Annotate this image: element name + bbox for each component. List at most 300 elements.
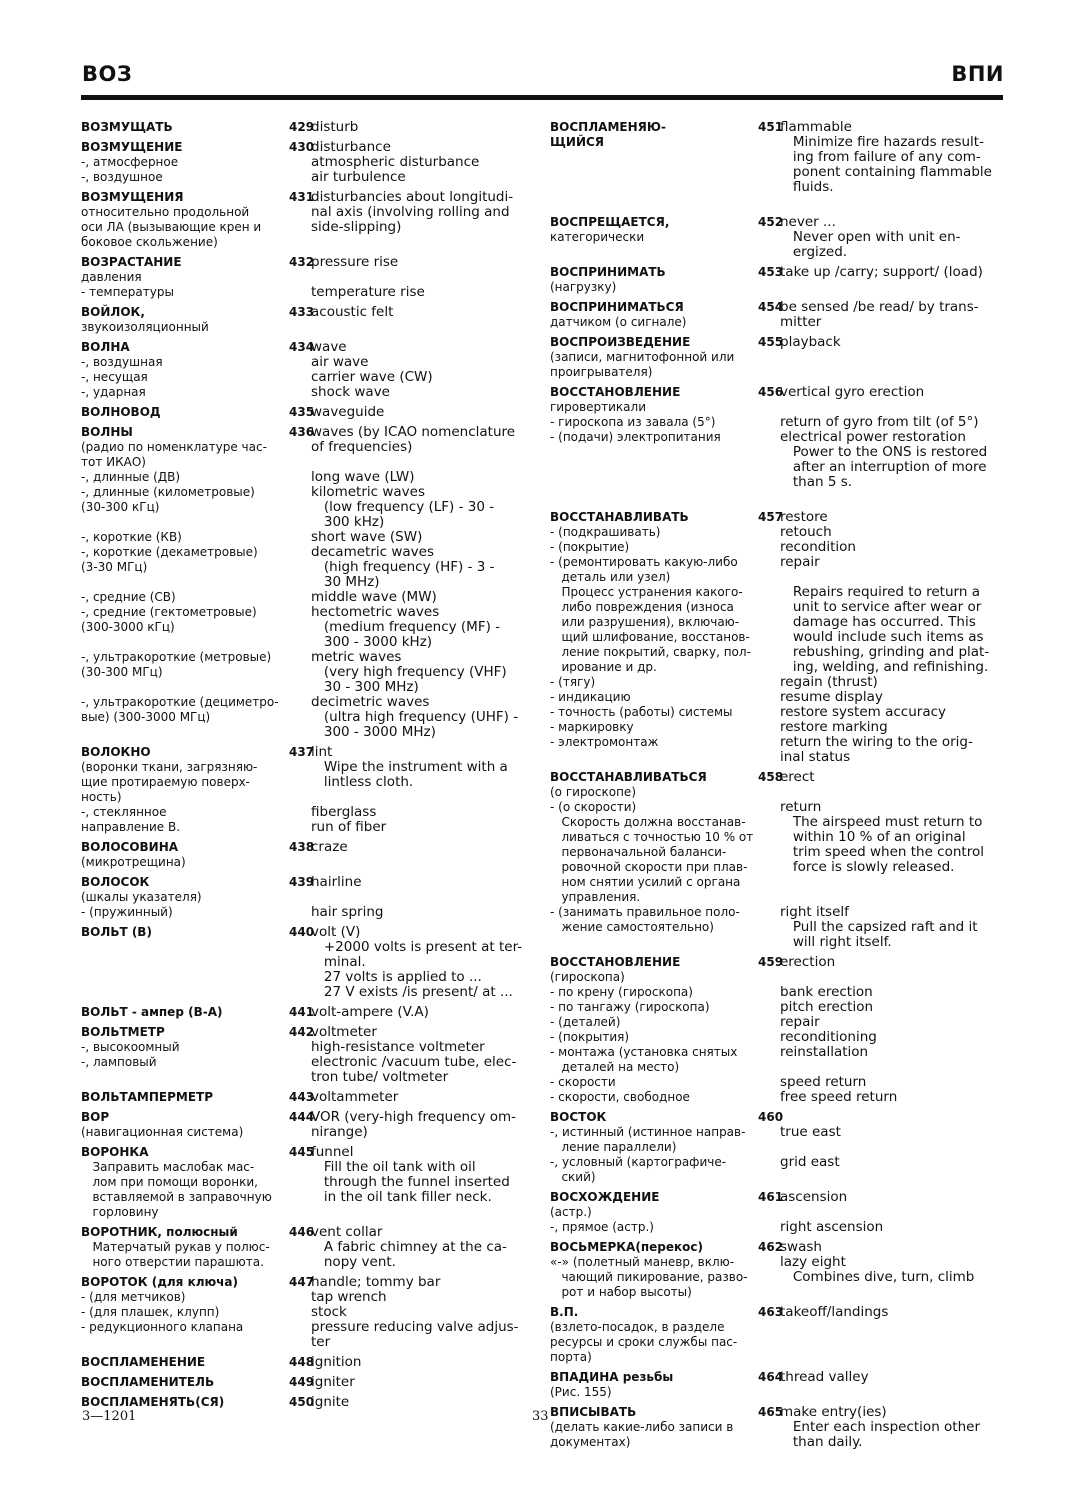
- entry-russian-line: (навигационная система): [81, 1125, 244, 1139]
- entry-english-line: (very high frequency (VHF): [311, 664, 507, 680]
- entry-russian: [550, 120, 784, 210]
- entry-russian-line: Заправить маслобак мас-: [81, 1160, 255, 1174]
- entry-russian: [81, 120, 315, 135]
- dictionary-entry: [550, 955, 1006, 1105]
- entry-russian-line: оси ЛА (вызывающие крен и: [81, 220, 262, 234]
- entry-english-line: Fill the oil tank with oil: [311, 1159, 476, 1175]
- dictionary-entry: [550, 1405, 1006, 1450]
- entry-english: [780, 1240, 1006, 1300]
- entry-headword-line: [81, 1145, 315, 1160]
- entry-russian-line: щие протираемую поверх-: [81, 775, 251, 789]
- dictionary-entry: [81, 840, 533, 870]
- entry-russian: [81, 405, 315, 420]
- dictionary-entry: [81, 255, 533, 300]
- entry-russian-line: [550, 150, 780, 165]
- entry-english-line: free speed return: [780, 1089, 898, 1105]
- dictionary-entry: [81, 305, 533, 335]
- entry-russian-line: (30-300 кГц): [81, 500, 160, 514]
- dictionary-entry: [81, 340, 533, 400]
- entry-russian-line: (астр.): [550, 1205, 592, 1219]
- entry-headword: ВОСПРОИЗВЕДЕНИЕ: [550, 335, 691, 349]
- entry-english: [311, 340, 533, 400]
- running-head-left: ВОЗ: [82, 62, 133, 86]
- entry-english-line: ergized.: [780, 244, 848, 260]
- entry-headword-line: [550, 385, 784, 400]
- entry-russian-line: - по тангажу (гироскопа): [550, 1000, 710, 1014]
- entry-russian: [81, 1090, 315, 1105]
- entry-russian-line: «-» (полетный маневр, вклю-: [550, 1255, 735, 1269]
- entry-english: [311, 1090, 533, 1105]
- right-column: [550, 120, 1006, 1455]
- entry-english-line: VOR (very-high frequency om-: [311, 1109, 517, 1125]
- entry-headword-line: [550, 1190, 784, 1205]
- entry-headword-line: [81, 1225, 315, 1240]
- entry-number: 456: [758, 385, 784, 399]
- entry-english-line: A fabric chimney at the ca-: [311, 1239, 507, 1255]
- entry-headword-line: [81, 1375, 315, 1390]
- entry-headword-line: [81, 1355, 315, 1370]
- entry-headword: ВОЗРАСТАНИЕ: [81, 255, 182, 269]
- entry-headword: ВОЛОСОВИНА: [81, 840, 179, 854]
- entry-russian-line: ресурсы и сроки службы пас-: [550, 1335, 738, 1349]
- entry-russian-line: датчиком (о сигнале): [550, 315, 687, 329]
- entry-english-line: after an interruption of more: [780, 459, 987, 475]
- entry-english-line: carrier wave (CW): [311, 369, 433, 385]
- dictionary-entry: [81, 1110, 533, 1140]
- dictionary-entry: [81, 1375, 533, 1390]
- entry-russian-line: [81, 680, 311, 695]
- entry-russian-line: -, средние (гектометровые): [81, 605, 257, 619]
- dictionary-entry: [81, 875, 533, 920]
- entry-english-line: high-resistance voltmeter: [311, 1039, 485, 1055]
- dictionary-entry: [550, 1240, 1006, 1300]
- entry-english-line: return the wiring to the orig-: [780, 734, 973, 750]
- entry-russian-line: [550, 445, 780, 460]
- entry-english: [311, 1225, 533, 1270]
- entry-russian-line: - (для метчиков): [81, 1290, 186, 1304]
- entry-english-line: electrical power restoration: [780, 429, 966, 445]
- entry-english-line: Wipe the instrument with a: [311, 759, 508, 775]
- entry-headword-line: [550, 510, 784, 525]
- entry-english-line: pitch erection: [780, 999, 874, 1015]
- entry-russian-line: - точность (работы) системы: [550, 705, 733, 719]
- entry-russian: [550, 300, 784, 330]
- entry-english-line: kilometric waves: [311, 484, 425, 500]
- entry-english-line: [780, 1060, 1006, 1075]
- entry-headword: ВОСПЛАМЕНЯТЬ(СЯ): [81, 1395, 225, 1409]
- entry-number: 432: [289, 255, 315, 269]
- entry-english-line: [780, 570, 1006, 585]
- entry-russian: [81, 1110, 315, 1140]
- dictionary-entry: [550, 510, 1006, 765]
- entry-russian: [550, 265, 784, 295]
- dictionary-entry: [81, 1005, 533, 1020]
- entry-number: 454: [758, 300, 784, 314]
- entry-headword: ВОЗМУЩЕНИЕ: [81, 140, 183, 154]
- entry-russian-line: ление покрытий, сварку, пол-: [550, 645, 751, 659]
- entry-english-line: restore: [780, 509, 828, 525]
- entry-russian: [81, 255, 315, 300]
- entry-headword: ВПАДИНА резьбы: [550, 1370, 674, 1384]
- entry-english-line: pressure rise: [311, 254, 399, 270]
- entry-english-line: 27 volts is applied to ...: [311, 969, 482, 985]
- entry-english-line: right itself: [780, 904, 849, 920]
- entry-english-line: Never open with unit en-: [780, 229, 961, 245]
- entry-russian-line: гировертикали: [550, 400, 646, 414]
- entry-english-line: repair: [780, 1014, 820, 1030]
- entry-russian-line: [81, 635, 311, 650]
- entry-russian-line: -, высокоомный: [81, 1040, 180, 1054]
- entry-russian-line: ном снятии усилий с органа: [550, 875, 741, 889]
- entry-english-line: disturb: [311, 119, 359, 135]
- entry-english-line: retouch: [780, 524, 832, 540]
- entry-number: 437: [289, 745, 315, 759]
- entry-english: [311, 840, 533, 870]
- entry-english-line: return of gyro from tilt (of 5°): [780, 414, 979, 430]
- entry-english-line: disturbance: [311, 139, 391, 155]
- entry-number: 434: [289, 340, 315, 354]
- entry-russian-line: (о гироскопе): [550, 785, 636, 799]
- entry-english: [311, 925, 533, 1000]
- entry-english-line: return: [780, 799, 822, 815]
- entry-number: 459: [758, 955, 784, 969]
- entry-english-line: recondition: [780, 539, 856, 555]
- entry-english-line: inal status: [780, 749, 851, 765]
- entry-english: [780, 955, 1006, 1105]
- entry-english: [780, 1305, 1006, 1365]
- entry-russian: [550, 1405, 784, 1450]
- entry-headword: ВОЛНОВОД: [81, 405, 161, 419]
- entry-russian-line: вставляемой в заправочную: [81, 1190, 272, 1204]
- entry-headword-line: [81, 840, 315, 855]
- entry-russian-line: Матерчатый рукав у полюс-: [81, 1240, 270, 1254]
- entry-russian-line: первоначальной баланси-: [550, 845, 727, 859]
- dictionary-entry: [81, 425, 533, 740]
- entry-headword: ВОСПЛАМЕНЯЮ- ЩИЙСЯ: [550, 120, 666, 149]
- entry-russian-line: (3-30 МГц): [81, 560, 148, 574]
- entry-english-line: bank erection: [780, 984, 873, 1000]
- entry-english: [780, 770, 1006, 950]
- entry-headword-line: [81, 120, 315, 135]
- entry-english-line: (medium frequency (MF) -: [311, 619, 501, 635]
- entry-number: 451: [758, 120, 784, 134]
- entry-russian: [81, 1025, 315, 1085]
- entry-english-line: side-slipping): [311, 219, 402, 235]
- entry-headword: ВОСПЛАМЕНЕНИЕ: [81, 1355, 206, 1369]
- entry-headword-line: [550, 1240, 784, 1255]
- entry-english-line: Power to the ONS is restored: [780, 444, 988, 460]
- entry-headword-line: [81, 1005, 315, 1020]
- entry-russian-line: (300-3000 кГц): [81, 620, 175, 634]
- entry-english-line: decimetric waves: [311, 694, 430, 710]
- entry-russian-line: ский): [550, 1170, 596, 1184]
- entry-english-line: be sensed /be read/ by trans-: [780, 299, 979, 315]
- entry-headword: ВОЛЬТАМПЕРМЕТР: [81, 1090, 214, 1104]
- entry-headword-line: [550, 1305, 784, 1320]
- entry-russian-line: -, несущая: [81, 370, 148, 384]
- entry-number: 440: [289, 925, 315, 939]
- entry-russian-line: ление параллели): [550, 1140, 677, 1154]
- entry-english-line: wave: [311, 339, 347, 355]
- entry-russian: [550, 385, 784, 505]
- entry-english-line: Pull the capsized raft and it: [780, 919, 978, 935]
- entry-english-line: repair: [780, 554, 820, 570]
- entry-russian-line: рот и набор высоты): [550, 1285, 692, 1299]
- entry-english: [311, 1395, 533, 1410]
- entry-english: [311, 1110, 533, 1140]
- entry-english-line: acoustic felt: [311, 304, 394, 320]
- entry-headword: ВОССТАНОВЛЕНИЕ: [550, 955, 681, 969]
- entry-number: 458: [758, 770, 784, 784]
- entry-english-line: trim speed when the control: [780, 844, 984, 860]
- entry-russian-line: -, длинные (километровые): [81, 485, 255, 499]
- entry-number: 462: [758, 1240, 784, 1254]
- entry-english-line: handle; tommy bar: [311, 1274, 441, 1290]
- entry-russian-line: (микротрещина): [81, 855, 186, 869]
- entry-english-line: restore system accuracy: [780, 704, 947, 720]
- entry-russian-line: или разрушения), включаю-: [550, 615, 740, 629]
- entry-russian-line: - (подачи) электропитания: [550, 430, 721, 444]
- entry-number: 435: [289, 405, 315, 419]
- entry-english-line: [780, 875, 1006, 890]
- entry-english-line: air wave: [311, 354, 369, 370]
- entry-number: 439: [289, 875, 315, 889]
- entry-english: [311, 875, 533, 920]
- entry-russian: [81, 1145, 315, 1220]
- entry-english: [311, 405, 533, 420]
- entry-russian: [550, 1190, 784, 1235]
- entry-headword-line: [81, 425, 315, 440]
- entry-headword: ВОСПЛАМЕНИТЕЛЬ: [81, 1375, 215, 1389]
- entry-russian-line: - температуры: [81, 285, 174, 299]
- entry-headword-line: [81, 745, 315, 760]
- entry-english-line: nal axis (involving rolling and: [311, 204, 510, 220]
- entry-russian: [550, 1110, 784, 1185]
- entry-russian-line: [81, 515, 311, 530]
- entry-russian-line: -, атмосферное: [81, 155, 179, 169]
- entry-russian-line: лом при помощи воронки,: [81, 1175, 258, 1189]
- entry-english-line: ponent containing flammable: [780, 164, 992, 180]
- entry-number: 429: [289, 120, 315, 134]
- dictionary-entry: [550, 1305, 1006, 1365]
- entry-english: [780, 510, 1006, 765]
- entry-english-line: lazy eight: [780, 1254, 846, 1270]
- entry-english-line: through the funnel inserted: [311, 1174, 510, 1190]
- entry-english-line: electronic /vacuum tube, elec-: [311, 1054, 517, 1070]
- entry-russian-line: - (покрытия): [550, 1030, 630, 1044]
- entry-headword: ВОСХОЖДЕНИЕ: [550, 1190, 660, 1204]
- entry-russian-line: - редукционного клапана: [81, 1320, 244, 1334]
- entry-headword-line: [81, 190, 315, 205]
- entry-russian-line: - (деталей): [550, 1015, 621, 1029]
- entry-english: [780, 1110, 1006, 1185]
- entry-english-line: voltmeter: [311, 1024, 377, 1040]
- dictionary-entry: [550, 335, 1006, 380]
- entry-english-line: of frequencies): [311, 439, 413, 455]
- entry-headword-line: [81, 1110, 315, 1125]
- entry-russian-line: щий шлифование, восстанов-: [550, 630, 750, 644]
- dictionary-entry: [550, 770, 1006, 950]
- entry-russian-line: тот ИКАО): [81, 455, 146, 469]
- entry-english-line: disturbancies about longitudi-: [311, 189, 514, 205]
- entry-english-line: [311, 790, 533, 805]
- entry-russian-line: -, условный (картографиче-: [550, 1155, 727, 1169]
- entry-english-line: shock wave: [311, 384, 390, 400]
- dictionary-entry: [550, 300, 1006, 330]
- entry-english-line: nopy vent.: [311, 1254, 396, 1270]
- entry-english-line: force is slowly released.: [780, 859, 955, 875]
- entry-english: [311, 305, 533, 335]
- entry-russian-line: -, воздушная: [81, 355, 163, 369]
- entry-headword-line: [550, 120, 784, 150]
- entry-russian-line: - электромонтаж: [550, 735, 659, 749]
- entry-english-line: [780, 890, 1006, 905]
- entry-english: [311, 1275, 533, 1350]
- entry-russian: [81, 340, 315, 400]
- entry-number: 430: [289, 140, 315, 154]
- entry-number: 443: [289, 1090, 315, 1104]
- left-column: [81, 120, 533, 1415]
- entry-headword: ВОЛЬТМЕТР: [81, 1025, 165, 1039]
- entry-number: 446: [289, 1225, 315, 1239]
- entry-number: 465: [758, 1405, 784, 1419]
- footer-signature: 3—1201: [82, 1409, 137, 1424]
- dictionary-entry: [81, 1090, 533, 1105]
- entry-russian: [81, 1395, 315, 1410]
- entry-russian-line: [550, 165, 780, 180]
- entry-english-line: than 5 s.: [780, 474, 853, 490]
- entry-english-line: grid east: [780, 1154, 840, 1170]
- dictionary-entry: [81, 925, 533, 1000]
- entry-russian: [550, 955, 784, 1105]
- entry-english-line: flammable: [780, 119, 852, 135]
- entry-english-line: hectometric waves: [311, 604, 440, 620]
- entry-english-line: ignition: [311, 1354, 362, 1370]
- entry-headword: ВОЛОСОК: [81, 875, 150, 889]
- entry-english-line: hairline: [311, 874, 362, 890]
- entry-english-line: reinstallation: [780, 1044, 869, 1060]
- entry-russian-line: чающий пикирование, разво-: [550, 1270, 748, 1284]
- entry-english-line: long wave (LW): [311, 469, 415, 485]
- entry-russian-line: - индикацию: [550, 690, 631, 704]
- entry-number: 452: [758, 215, 784, 229]
- entry-english-line: The airspeed must return to: [780, 814, 983, 830]
- entry-english: [780, 120, 1006, 210]
- entry-english-line: [780, 1140, 1006, 1155]
- entry-number: 463: [758, 1305, 784, 1319]
- entry-russian-line: порта): [550, 1350, 592, 1364]
- entry-english-line: [311, 455, 533, 470]
- dictionary-entry: [81, 1275, 533, 1350]
- entry-headword-line: [81, 405, 315, 420]
- entry-english: [311, 1145, 533, 1220]
- entry-russian-line: (взлето-посадок, в разделе: [550, 1320, 725, 1334]
- entry-english: [311, 120, 533, 135]
- entry-russian-line: [550, 195, 780, 210]
- entry-number: 438: [289, 840, 315, 854]
- entry-english: [311, 190, 533, 250]
- entry-russian: [550, 1370, 784, 1400]
- entry-english-line: in the oil tank filler neck.: [311, 1189, 492, 1205]
- entry-english-line: (ultra high frequency (UHF) -: [311, 709, 519, 725]
- entry-headword: ВОЛОКНО: [81, 745, 151, 759]
- entry-number: 464: [758, 1370, 784, 1384]
- entry-english-line: [780, 970, 1006, 985]
- entry-headword: ВОССТАНОВЛЕНИЕ: [550, 385, 681, 399]
- entry-english: [780, 1370, 1006, 1400]
- entry-russian-line: документах): [550, 1435, 631, 1449]
- entry-russian: [550, 1240, 784, 1300]
- entry-headword-line: [81, 925, 315, 940]
- entry-english-line: nirange): [311, 1124, 368, 1140]
- entry-russian: [81, 1355, 315, 1370]
- entry-headword-line: [550, 265, 784, 280]
- header-rule: [81, 95, 1003, 100]
- dictionary-entry: [81, 120, 533, 135]
- entry-russian-line: - маркировку: [550, 720, 634, 734]
- entry-russian: [81, 925, 315, 1000]
- entry-english-line: ter: [311, 1334, 331, 1350]
- entry-headword: ВОЛНА: [81, 340, 130, 354]
- entry-english: [780, 385, 1006, 505]
- entry-russian: [81, 190, 315, 250]
- entry-english-line: funnel: [311, 1144, 354, 1160]
- entry-russian: [550, 1305, 784, 1365]
- entry-english: [311, 1005, 533, 1020]
- entry-russian-line: - (занимать правильное поло-: [550, 905, 740, 919]
- entry-headword-line: [550, 955, 784, 970]
- entry-russian-line: относительно продольной: [81, 205, 250, 219]
- entry-russian-line: либо повреждения (износа: [550, 600, 734, 614]
- entry-russian: [81, 305, 315, 335]
- entry-english: [780, 215, 1006, 260]
- entry-russian-line: (делать какие-либо записи в: [550, 1420, 734, 1434]
- entry-russian-line: -, ультракороткие (метровые): [81, 650, 272, 664]
- entry-number: 431: [289, 190, 315, 204]
- entry-number: 455: [758, 335, 784, 349]
- entry-russian-line: [81, 575, 311, 590]
- dictionary-entry: [81, 1225, 533, 1270]
- entry-russian-line: -, прямое (астр.): [550, 1220, 654, 1234]
- dictionary-entry: [550, 1190, 1006, 1235]
- dictionary-entry: [550, 385, 1006, 505]
- entry-english-line: erection: [780, 954, 836, 970]
- entry-english-line: erect: [780, 769, 815, 785]
- entry-english-line: lintless cloth.: [311, 774, 414, 790]
- dictionary-entry: [81, 1145, 533, 1220]
- entry-english: [311, 1355, 533, 1370]
- entry-english: [311, 745, 533, 835]
- entry-english-line: Repairs required to return a: [780, 584, 980, 600]
- entry-headword-line: [550, 1370, 784, 1385]
- entry-number: 450: [289, 1395, 315, 1409]
- entry-russian-line: -, воздушное: [81, 170, 163, 184]
- dictionary-entry: [81, 405, 533, 420]
- entry-english-line: resume display: [780, 689, 883, 705]
- entry-english-line: 300 - 3000 kHz): [311, 634, 433, 650]
- entry-english: [311, 1025, 533, 1085]
- entry-number: 460: [758, 1110, 784, 1124]
- entry-headword-line: [81, 1090, 315, 1105]
- entry-english: [311, 255, 533, 300]
- entry-russian-line: (Рис. 155): [550, 1385, 612, 1399]
- entry-english-line: 300 - 3000 MHz): [311, 724, 436, 740]
- entry-russian-line: боковое скольжение): [81, 235, 218, 249]
- entry-english: [780, 1190, 1006, 1235]
- entry-russian-line: вые) (300-3000 МГц): [81, 710, 211, 724]
- entry-english-line: (low frequency (LF) - 30 -: [311, 499, 495, 515]
- entry-english-line: run of fiber: [311, 819, 387, 835]
